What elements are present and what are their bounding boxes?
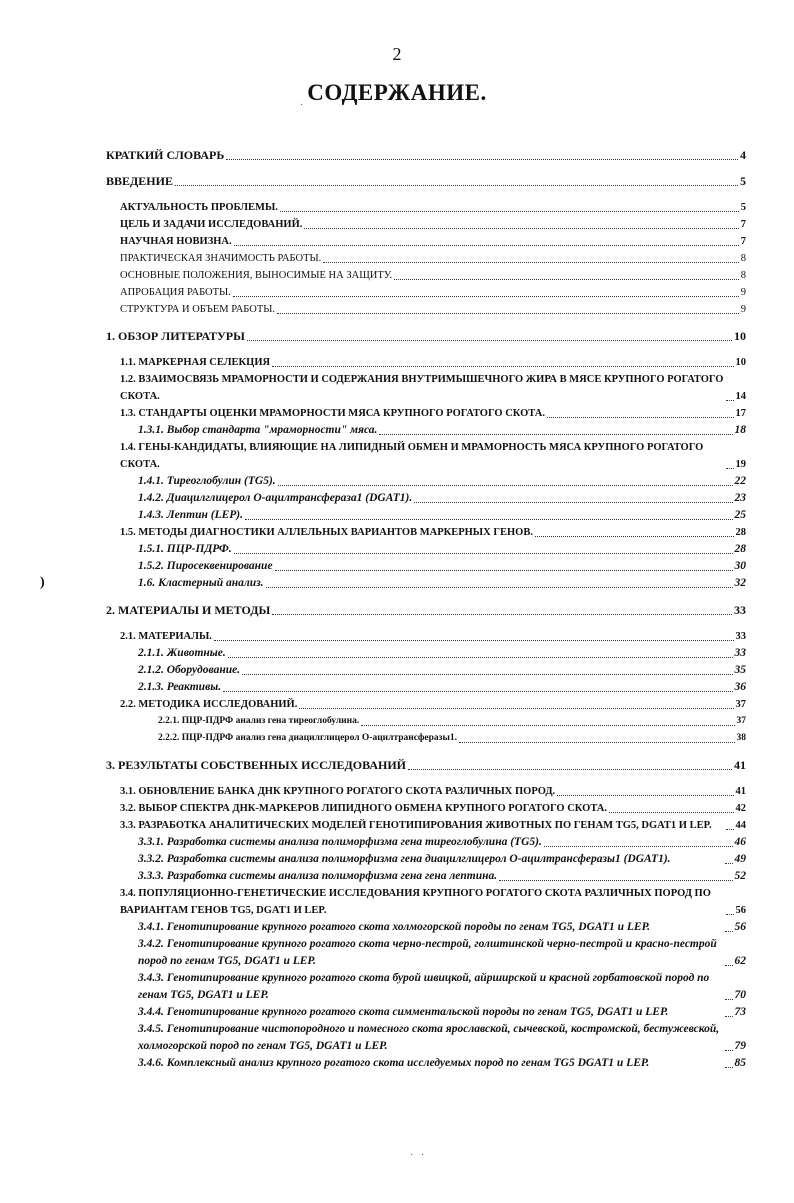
toc-entry-page: 73 bbox=[734, 1006, 746, 1018]
toc-entry-page: 56 bbox=[735, 905, 746, 916]
toc-entry-page: 41 bbox=[734, 758, 746, 772]
toc-entry-title: 1.5. МЕТОДЫ ДИАГНОСТИКИ АЛЛЕЛЬНЫХ ВАРИАНТОВ МАРКЕРНЫХ ГЕНОВ. bbox=[120, 527, 533, 538]
toc-entry[interactable] bbox=[106, 439, 746, 473]
toc-entry-title: 2.1.2. Оборудование. bbox=[138, 664, 241, 676]
toc-entry-page: 44 bbox=[735, 820, 746, 831]
toc-entry-page: 33 bbox=[734, 603, 746, 617]
toc-entry-title: 3.4.2. Генотипирование крупного рогатого скота черно-пестрой, голштинской черно-пестрой и красно-пестрой пород по генам TG5, DGAT1 и LEP. bbox=[138, 938, 717, 967]
toc-entry-title: 2.1.1. Животные. bbox=[138, 647, 226, 659]
toc-entry-page: 35 bbox=[734, 664, 746, 676]
toc-entry-title: ПРАКТИЧЕСКАЯ ЗНАЧИМОСТЬ РАБОТЫ. bbox=[120, 253, 322, 264]
toc-entry-page: 52 bbox=[734, 870, 746, 882]
toc-entry-page: 10 bbox=[735, 357, 746, 368]
toc-entry-page: 8 bbox=[740, 270, 746, 281]
toc-entry-page: 19 bbox=[735, 459, 746, 470]
toc-entry[interactable] bbox=[106, 628, 746, 645]
toc-entry-title: 1.4.1. Тиреоглобулин (TG5). bbox=[138, 475, 276, 487]
toc-entry-page: 7 bbox=[740, 219, 746, 230]
toc-entry-page: 28 bbox=[734, 543, 746, 555]
toc-entry-title: 3.4.5. Генотипирование чистопородного и помесного скота ярославской, сычевской, костромской, бестужевской, холмогорской пород по генам TG5, DGAT1 и LEP. bbox=[138, 1023, 720, 1052]
toc-entry-page: 41 bbox=[735, 786, 746, 797]
toc-entry-page: 37 bbox=[736, 716, 746, 726]
toc-entry-page: 42 bbox=[735, 803, 746, 814]
toc-entry-title: 3.3. РАЗРАБОТКА АНАЛИТИЧЕСКИХ МОДЕЛЕЙ ГЕНОТИПИРОВАНИЯ ЖИВОТНЫХ ПО ГЕНАМ TG5, DGAT1 И LEP. bbox=[120, 820, 712, 831]
toc-entry-title: 2.2.1. ПЦР-ПДРФ анализ гена тиреоглобулина. bbox=[158, 716, 360, 726]
toc-entry[interactable] bbox=[106, 284, 746, 301]
toc-entry[interactable] bbox=[106, 1021, 746, 1055]
toc-entry-title: КРАТКИЙ СЛОВАРЬ bbox=[106, 148, 225, 162]
toc-entry-title: 1.2. ВЗАИМОСВЯЗЬ МРАМОРНОСТИ И СОДЕРЖАНИЯ ВНУТРИМЫШЕЧНОГО ЖИРА В МЯСЕ КРУПНОГО РОГАТОГО СКОТА. bbox=[120, 374, 724, 402]
toc-entry[interactable] bbox=[106, 575, 746, 592]
toc-entry[interactable] bbox=[106, 233, 746, 250]
toc-entry-title: 3.4.4. Генотипирование крупного рогатого скота симментальской породы по генам TG5, DGAT1 и LEP. bbox=[138, 1006, 669, 1018]
toc-entry-page: 30 bbox=[734, 560, 746, 572]
toc-entry[interactable] bbox=[106, 199, 746, 216]
toc-entry-title: ВВЕДЕНИЕ bbox=[106, 174, 173, 188]
toc-entry[interactable] bbox=[106, 328, 746, 345]
toc-entry-page: 33 bbox=[734, 647, 746, 659]
toc-entry[interactable] bbox=[106, 885, 746, 919]
toc-entry-page: 25 bbox=[734, 509, 746, 521]
toc-entry[interactable] bbox=[106, 817, 746, 834]
page-number: 2 bbox=[392, 44, 402, 64]
toc-entry-title: АПРОБАЦИЯ РАБОТЫ. bbox=[120, 287, 231, 298]
toc-entry-title: 1. ОБЗОР ЛИТЕРАТУРЫ bbox=[106, 329, 245, 343]
toc-entry-page: 33 bbox=[735, 631, 746, 642]
toc-entry[interactable] bbox=[106, 405, 746, 422]
page-title: СОДЕРЖАНИЕ. bbox=[307, 80, 487, 105]
toc-entry-page: 28 bbox=[735, 527, 746, 538]
toc-entry[interactable] bbox=[106, 1055, 746, 1072]
toc-entry-title: 3.1. ОБНОВЛЕНИЕ БАНКА ДНК КРУПНОГО РОГАТОГО СКОТА РАЗЛИЧНЫХ ПОРОД. bbox=[120, 786, 556, 797]
toc-entry[interactable] bbox=[106, 473, 746, 490]
toc-entry[interactable] bbox=[106, 713, 746, 730]
toc-entry-title: 1.4.2. Диацилглицерол О-ацилтрансфераза1 (DGAT1). bbox=[138, 492, 413, 504]
toc-entry-page: 18 bbox=[734, 424, 746, 436]
toc-entry-title: 2.2.2. ПЦР-ПДРФ анализ гена диацилглицерол О-ацилтрансферазы1. bbox=[158, 733, 458, 743]
toc-entry-title: 1.4. ГЕНЫ-КАНДИДАТЫ, ВЛИЯЮЩИЕ НА ЛИПИДНЫЙ ОБМЕН И МРАМОРНОСТЬ МЯСА КРУПНОГО РОГАТОГО СКОТА. bbox=[120, 442, 704, 470]
toc-entry-title: 1.3. СТАНДАРТЫ ОЦЕНКИ МРАМОРНОСТИ МЯСА КРУПНОГО РОГАТОГО СКОТА. bbox=[120, 408, 545, 419]
toc-entry[interactable] bbox=[106, 851, 746, 868]
toc-entry[interactable] bbox=[106, 645, 746, 662]
toc-entry-title: 1.1. МАРКЕРНАЯ СЕЛЕКЦИЯ bbox=[120, 357, 271, 368]
toc-entry-title: 3.3.1. Разработка системы анализа полиморфизма гена тиреоглобулина (TG5). bbox=[138, 836, 542, 848]
toc-entry-title: 1.4.3. Лептин (LEP). bbox=[138, 509, 243, 521]
toc-entry[interactable] bbox=[106, 730, 746, 747]
toc-entry[interactable] bbox=[106, 267, 746, 284]
toc-entry[interactable] bbox=[106, 679, 746, 696]
scan-speck: · bbox=[300, 100, 304, 111]
toc-entry-title: 3.3.3. Разработка системы анализа полиморфизма гена гена лептина. bbox=[138, 870, 498, 882]
toc-entry-page: 70 bbox=[734, 989, 746, 1001]
toc-entry-page: 5 bbox=[740, 174, 746, 188]
toc-entry-page: 85 bbox=[734, 1057, 746, 1069]
toc-entry[interactable] bbox=[106, 541, 746, 558]
toc-entry-page: 38 bbox=[736, 733, 746, 743]
toc-entry[interactable] bbox=[106, 834, 746, 851]
toc-entry[interactable] bbox=[106, 800, 746, 817]
toc-entry[interactable] bbox=[106, 783, 746, 800]
toc-entry[interactable] bbox=[106, 936, 746, 970]
toc-entry-title: 2.1.3. Реактивы. bbox=[138, 681, 222, 693]
toc-entry[interactable] bbox=[106, 507, 746, 524]
toc-entry-title: ЦЕЛЬ И ЗАДАЧИ ИССЛЕДОВАНИЙ. bbox=[120, 219, 303, 230]
table-of-contents bbox=[106, 143, 746, 1072]
toc-entry[interactable] bbox=[106, 970, 746, 1004]
margin-mark: ) bbox=[40, 575, 45, 590]
toc-entry-title: АКТУАЛЬНОСТЬ ПРОБЛЕМЫ. bbox=[120, 202, 278, 213]
toc-entry-title: ОСНОВНЫЕ ПОЛОЖЕНИЯ, ВЫНОСИМЫЕ НА ЗАЩИТУ. bbox=[120, 270, 393, 281]
toc-entry[interactable] bbox=[106, 147, 746, 164]
toc-entry-page: 17 bbox=[735, 408, 746, 419]
toc-entry-page: 7 bbox=[740, 236, 746, 247]
toc-entry[interactable] bbox=[106, 919, 746, 936]
toc-entry-title: 2.2. МЕТОДИКА ИССЛЕДОВАНИЙ. bbox=[120, 699, 298, 710]
toc-entry-title: 2. МАТЕРИАЛЫ И МЕТОДЫ bbox=[106, 603, 271, 617]
toc-entry[interactable] bbox=[106, 662, 746, 679]
toc-entry-title: 3. РЕЗУЛЬТАТЫ СОБСТВЕННЫХ ИССЛЕДОВАНИЙ bbox=[106, 758, 406, 772]
toc-entry[interactable] bbox=[106, 301, 746, 318]
scan-speck: · · bbox=[410, 1150, 425, 1161]
toc-entry[interactable] bbox=[106, 1004, 746, 1021]
toc-entry[interactable] bbox=[106, 216, 746, 233]
toc-entry[interactable] bbox=[106, 422, 746, 439]
toc-entry[interactable] bbox=[106, 696, 746, 713]
toc-entry[interactable] bbox=[106, 371, 746, 405]
toc-entry-page: 49 bbox=[734, 853, 746, 865]
toc-entry-title: 3.4. ПОПУЛЯЦИОННО-ГЕНЕТИЧЕСКИЕ ИССЛЕДОВАНИЯ КРУПНОГО РОГАТОГО СКОТА РАЗЛИЧНЫХ ПОРОД ПО ВАРИАНТАМ ГЕНОВ TG5, DGAT1 И LEP. bbox=[120, 888, 711, 916]
toc-entry-title: 3.2. ВЫБОР СПЕКТРА ДНК-МАРКЕРОВ ЛИПИДНОГО ОБМЕНА КРУПНОГО РОГАТОГО СКОТА. bbox=[120, 803, 608, 814]
toc-entry-page: 79 bbox=[734, 1040, 746, 1052]
toc-entry-title: 2.1. МАТЕРИАЛЫ. bbox=[120, 631, 212, 642]
toc-entry-title: 1.3.1. Выбор стандарта "мраморности" мяса. bbox=[138, 424, 378, 436]
toc-entry[interactable] bbox=[106, 173, 746, 190]
toc-entry-page: 14 bbox=[735, 391, 746, 402]
toc-entry-page: 4 bbox=[740, 148, 746, 162]
toc-entry-title: 3.4.3. Генотипирование крупного рогатого скота бурой швицкой, айрширской и красной горбатовской пород по генам TG5, DGAT1 и LEP. bbox=[138, 972, 710, 1001]
toc-entry-page: 10 bbox=[734, 329, 746, 343]
toc-entry-page: 62 bbox=[734, 955, 746, 967]
toc-entry-page: 9 bbox=[740, 287, 746, 298]
toc-entry[interactable] bbox=[106, 490, 746, 507]
toc-entry[interactable] bbox=[106, 524, 746, 541]
toc-entry-page: 36 bbox=[734, 681, 746, 693]
toc-entry-title: 1.5.1. ПЦР-ПДРФ. bbox=[138, 543, 232, 555]
toc-entry[interactable] bbox=[106, 602, 746, 619]
toc-entry-title: 3.4.1. Генотипирование крупного рогатого скота холмогорской породы по генам TG5, DGAT1 и LEP. bbox=[138, 921, 650, 933]
toc-entry-title: 3.4.6. Комплексный анализ крупного рогатого скота исследуемых пород по генам TG5 DGAT1 и LEP. bbox=[138, 1057, 650, 1069]
toc-entry-page: 56 bbox=[734, 921, 746, 933]
toc-entry[interactable] bbox=[106, 757, 746, 774]
toc-entry-title: 3.3.2. Разработка системы анализа полиморфизма гена диацилглицерол О-ацилтрансферазы1 (DGAT1). bbox=[138, 853, 671, 865]
toc-entry-page: 5 bbox=[740, 202, 746, 213]
toc-entry-title: НАУЧНАЯ НОВИЗНА. bbox=[120, 236, 232, 247]
toc-entry-page: 8 bbox=[740, 253, 746, 264]
toc-entry-page: 23 bbox=[734, 492, 746, 504]
toc-entry[interactable] bbox=[106, 868, 746, 885]
toc-entry-page: 22 bbox=[734, 475, 746, 487]
toc-entry-page: 46 bbox=[734, 836, 746, 848]
toc-entry-page: 9 bbox=[740, 304, 746, 315]
toc-entry[interactable] bbox=[106, 250, 746, 267]
toc-entry-title: 1.5.2. Пиросеквенирование bbox=[138, 560, 273, 572]
toc-entry[interactable] bbox=[106, 558, 746, 575]
toc-entry-page: 32 bbox=[734, 577, 746, 589]
toc-entry-title: 1.6. Кластерный анализ. bbox=[138, 577, 264, 589]
toc-entry-title: СТРУКТУРА И ОБЪЕМ РАБОТЫ. bbox=[120, 304, 276, 315]
toc-entry-page: 37 bbox=[735, 699, 746, 710]
toc-entry[interactable] bbox=[106, 354, 746, 371]
